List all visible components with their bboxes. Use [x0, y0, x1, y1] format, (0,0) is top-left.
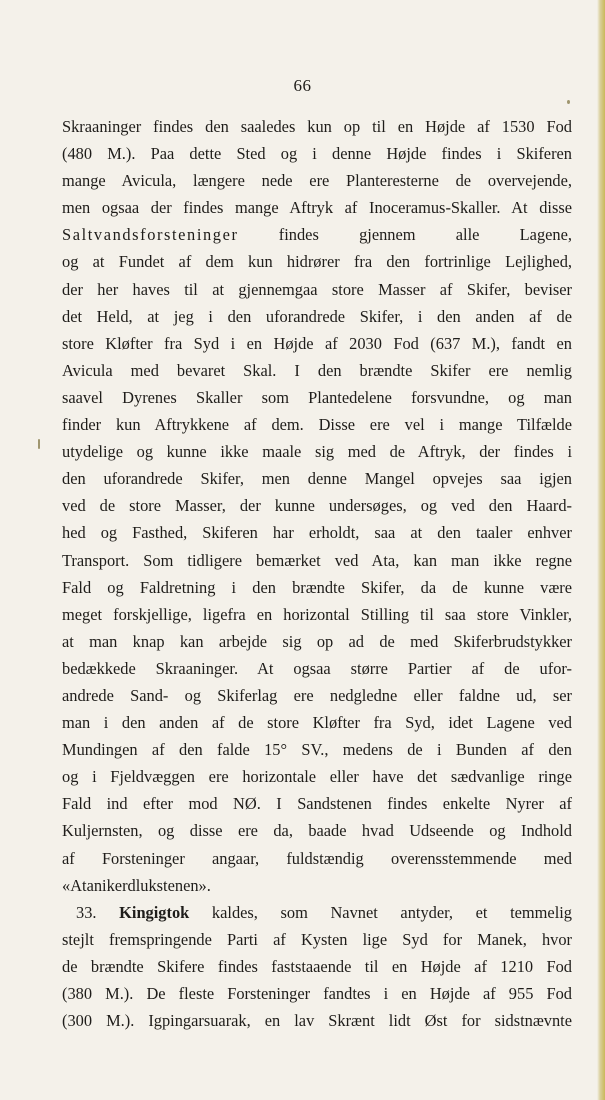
text-line: Fald ind efter mod NØ. I Sandstenen findes enkelte Nyrer af	[62, 794, 572, 814]
text-line: der her haves til at gjennemgaa store Masser af Skifer, beviser	[62, 279, 572, 299]
text-line: det Held, at jeg i den uforandrede Skifer, i den anden af de	[62, 306, 572, 326]
text-line: «Atanikerdlukstenen».	[62, 875, 211, 895]
text-line: finder kun Aftrykkene af dem. Disse ere vel i mange Tilfælde	[62, 415, 572, 435]
text-line: (300 M.). Igpingarsuarak, en lav Skrænt lidt Øst for sidstnævnte	[62, 1011, 572, 1031]
spaced-term: Saltvandsforsteninger	[62, 225, 239, 245]
text-line: den uforandrede Skifer, men denne Mangel opvejes saa igjen	[62, 469, 572, 489]
text-line: Skraaninger findes den saaledes kun op til en Højde af 1530 Fod	[62, 117, 572, 136]
text-line: stejlt fremspringende Parti af Kysten lige Syd for Manek, hvor	[62, 929, 572, 949]
text-line: og at Fundet af dem kun hidrører fra den fortrinlige Lejlighed,	[62, 252, 572, 272]
text-line: (380 M.). De fleste Forsteninger fandtes i en Højde af 955 Fod	[62, 984, 572, 1003]
text-line: (480 M.). Paa dette Sted og i denne Højde findes i Skiferen	[62, 144, 572, 164]
text-line: Transport. Som tidligere bemærket ved Ata, kan man ikke regne	[62, 550, 572, 570]
text-line: saavel Dyrenes Skaller som Plantedelene forsvundne, og man	[62, 387, 572, 407]
text-line: man i den anden af de store Kløfter fra Syd, idet Lagene ved	[62, 713, 572, 733]
text-line: mange Avicula, længere nede ere Planteresterne de overvejende,	[62, 171, 572, 191]
section-heading: Kingigtok	[119, 902, 190, 922]
ink-speck	[38, 439, 40, 449]
section-heading-line	[62, 899, 572, 926]
text-line: at man knap kan arbejde sig op ad de med Skiferbrudstykker	[62, 631, 572, 651]
text-line: hed og Fasthed, Skiferen har erholdt, saa at den taaler enhver	[62, 523, 572, 543]
text-line	[62, 221, 572, 248]
text-line: de brændte Skifere findes faststaaende til en Højde af 1210 Fod	[62, 956, 572, 976]
text-line: andrede Sand- og Skiferlag ere nedgledne eller faldne ud, ser	[62, 685, 572, 705]
ink-speck	[567, 100, 570, 104]
body-text	[62, 113, 572, 1034]
text-line: Fald og Faldretning i den brændte Skifer, da de kunne være	[62, 577, 572, 597]
text-line: meget forskjellige, ligefra en horizontal Stilling til saa store Vinkler,	[62, 604, 572, 624]
text-line: af Forsteninger angaar, fuldstændig overensstemmende med	[62, 848, 572, 868]
text-line: utydelige og kunne ikke maale sig med de Aftryk, der findes i	[62, 442, 572, 462]
text-line: men ogsaa der findes mange Aftryk af Inoceramus-Skaller. At disse	[62, 198, 572, 218]
page-edge	[597, 0, 605, 1100]
text-line: og i Fjeldvæggen ere horizontale eller have det sædvanlige ringe	[62, 767, 572, 787]
text-run: kaldes, som Navnet antyder, et temmelig	[211, 902, 572, 922]
text-line: Mundingen af den falde 15° SV., medens de i Bunden af den	[62, 740, 572, 760]
section-number: 33.	[76, 902, 97, 922]
text-line: store Kløfter fra Syd i en Højde af 2030 Fod (637 M.), fandt en	[62, 333, 572, 353]
text-line: ved de store Masser, der kunne undersøges, og ved den Haard-	[62, 496, 572, 516]
text-run: findes gjennem alle Lagene,	[238, 225, 572, 245]
text-line: Avicula med bevaret Skal. I den brændte Skifer ere nemlig	[62, 360, 572, 380]
text-line: bedækkede Skraaninger. At ogsaa større Partier af de ufor-	[62, 658, 572, 678]
text-line: Kuljernsten, og disse ere da, baade hvad Udseende og Indhold	[62, 821, 572, 841]
page-number: 66	[293, 76, 312, 95]
